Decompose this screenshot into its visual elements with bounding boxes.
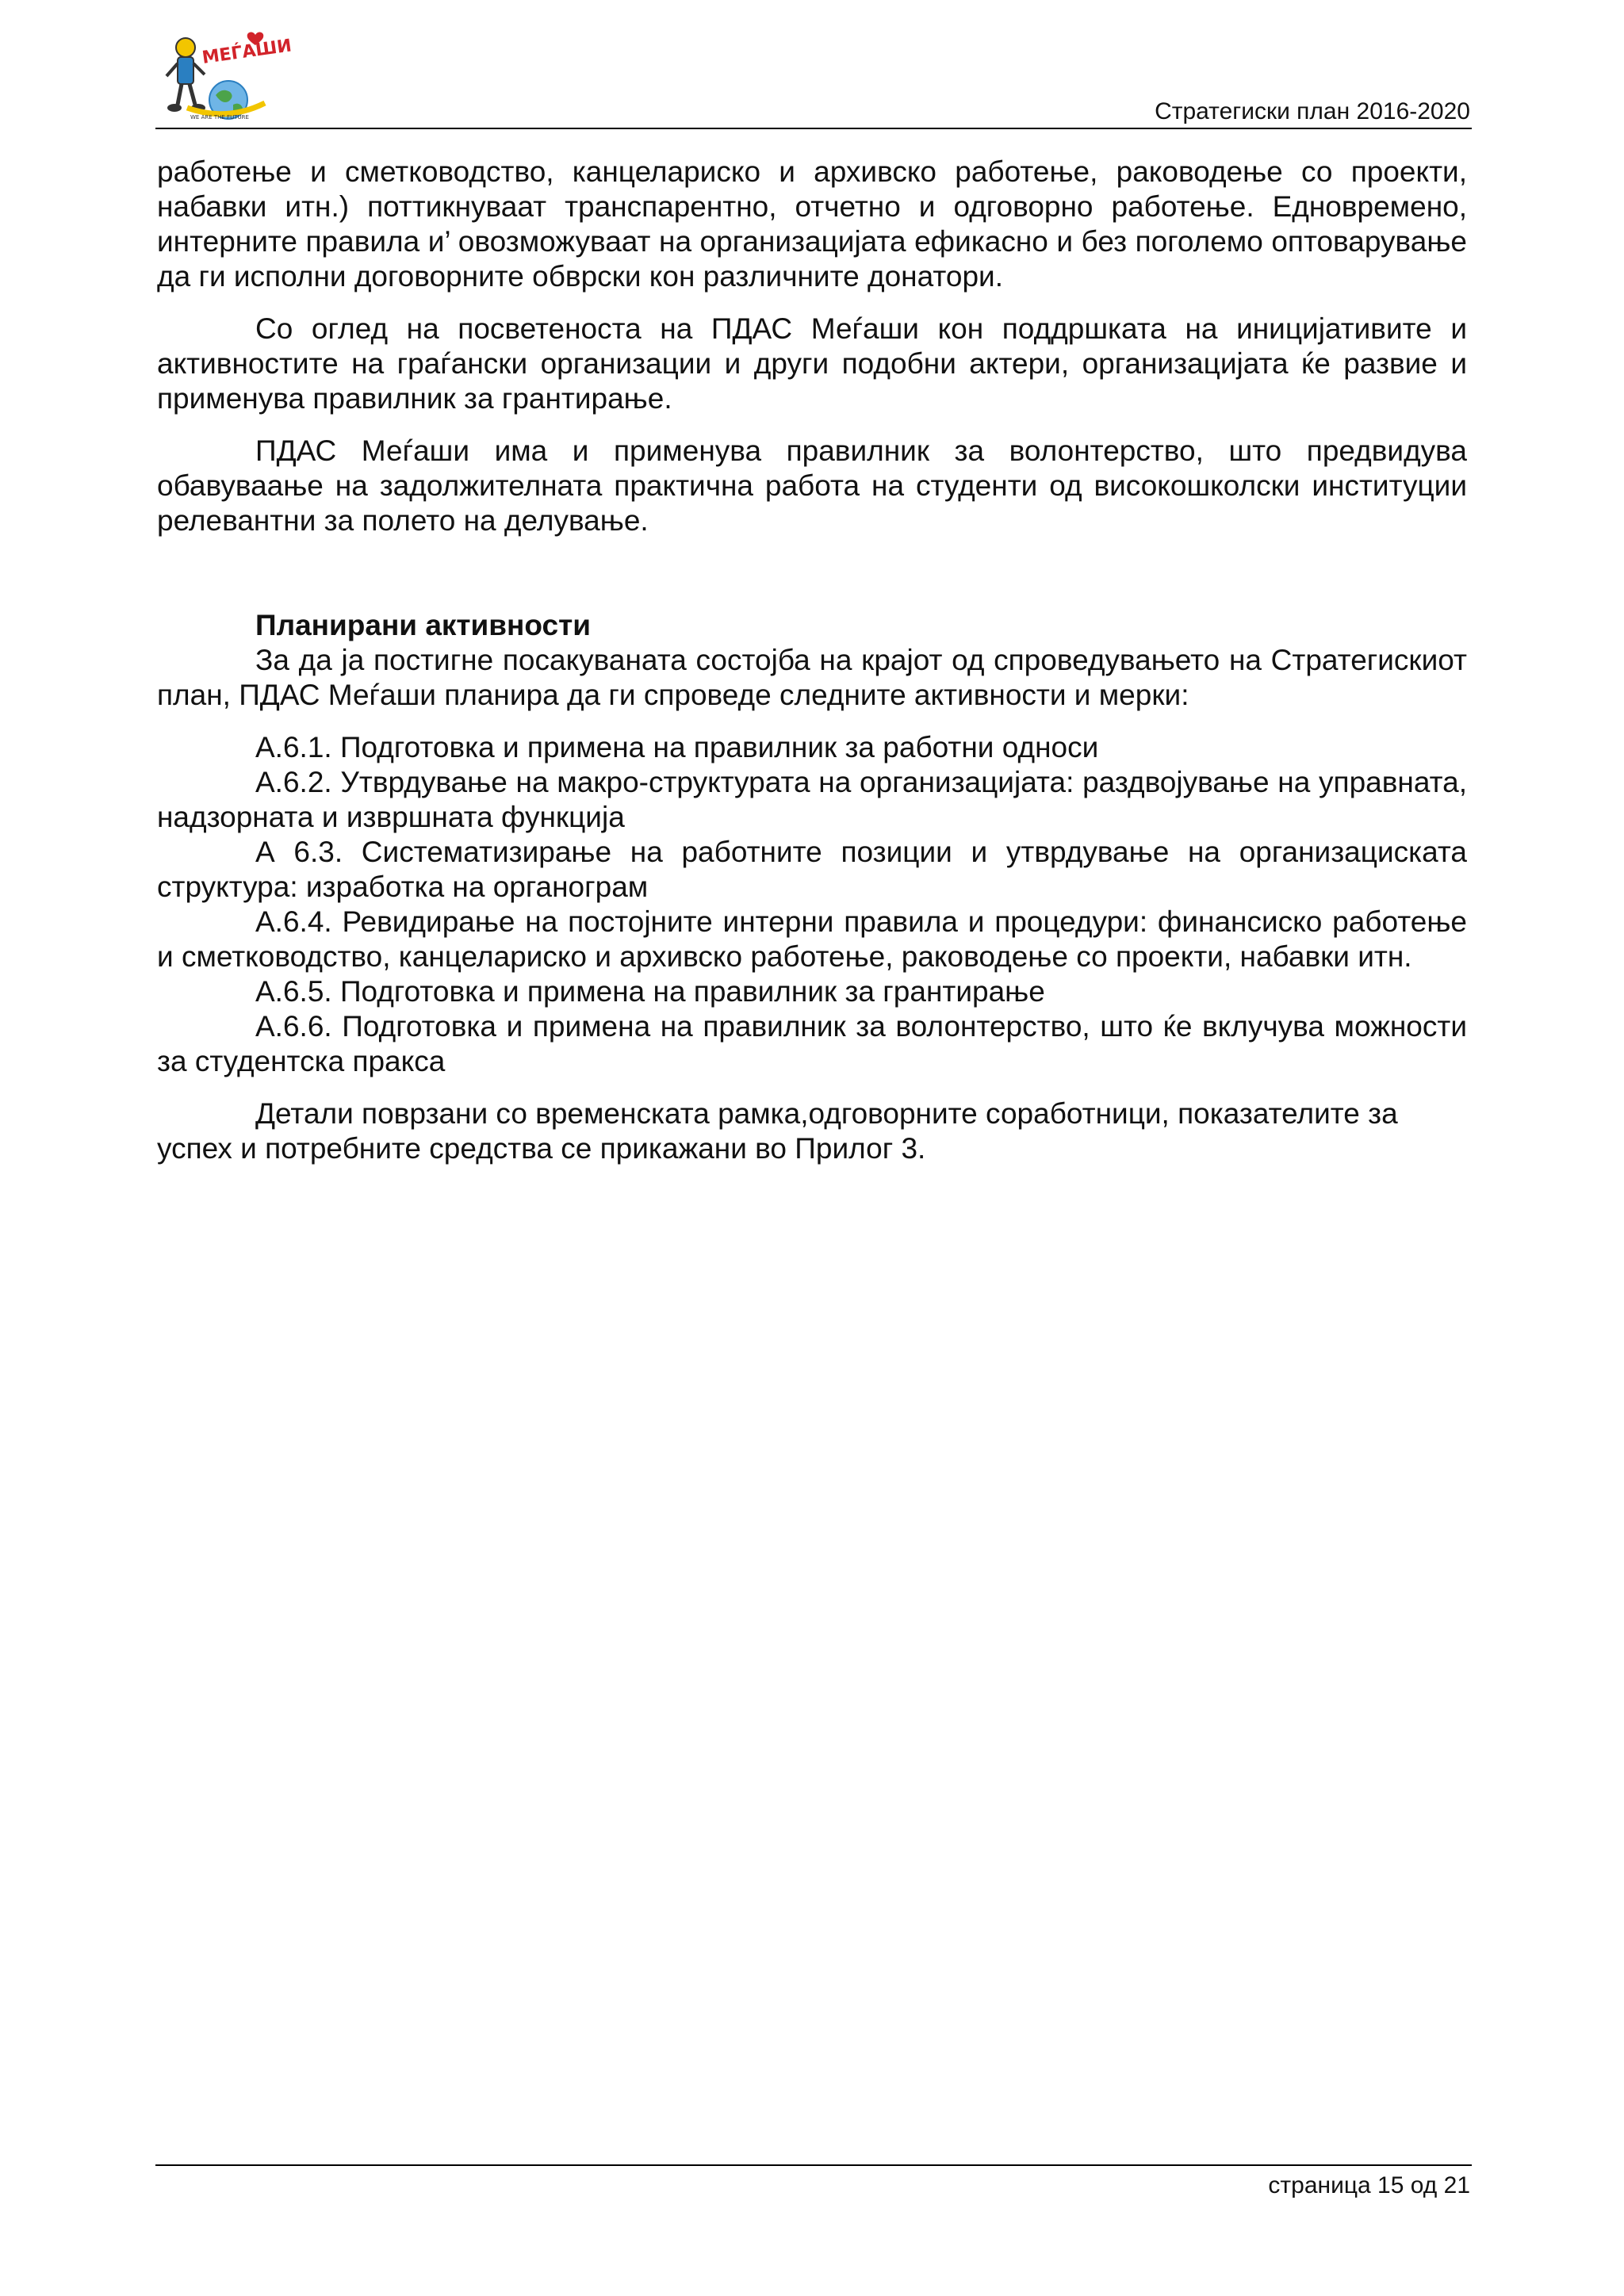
activities-list — [157, 730, 1467, 1079]
activity-item: А.6.5. Подготовка и примена на правилник за грантирање — [255, 975, 1045, 1008]
body-paragraph: работење и сметководство, канцелариско и архивско работење, раководење со проекти, набавки итн.) поттикнуваат транспарентно, отчетно и одговорно работење. Едновремено, интерните правила и’ овозможуваат на организацијата ефикасно и без поголемо оптоварување да ги исполни договорните обврски кон различните донатори. — [157, 155, 1467, 293]
header-divider — [155, 128, 1472, 129]
activity-item: А.6.2. Утврдување на макро-структурата на организацијата: раздвојување на управната, надзорната и извршната функција — [157, 766, 1467, 833]
activity-item: А.6.4. Ревидирање на постојните интерни правила и процедури: финансиско работење и сметководство, канцелариско и архивско работење, раководење со проекти, набавки итн. — [157, 905, 1467, 973]
organization-logo — [155, 29, 293, 122]
activity-item: А 6.3. Систематизирање на работните позиции и утврдување на организациската структура: изработка на органограм — [157, 836, 1467, 903]
body-paragraph: ПДАС Меѓаши има и применува правилник за волонтерство, што предвидува обавуваање на задолжителната практична работа на студенти од високошколски институции релевантни за полето на делување. — [157, 434, 1467, 537]
body-paragraph: За да ја постигне посакуваната состојба на крајот од спроведувањето на Стратегискиот план, ПДАС Меѓаши планира да ги спроведе следните активности и мерки: — [157, 644, 1467, 711]
footer-divider — [155, 2164, 1472, 2166]
logo-graphic — [155, 29, 293, 122]
page-number: страница 15 од 21 — [1268, 2172, 1470, 2198]
section-heading: Планирани активности — [255, 609, 591, 641]
logo-brand-text: МЕЃАШИ — [201, 36, 293, 68]
body-paragraph: Со оглед на посветеноста на ПДАС Меѓаши кон поддршката на иницијативите и активностите на граѓански организации и други подобни актери, организацијата ќе развие и применува правилник за грантирање. — [157, 312, 1467, 415]
activity-item: А.6.1. Подготовка и примена на правилник за работни односи — [255, 731, 1099, 763]
logo-tagline-text: WE ARE THE FUTURE — [190, 114, 249, 121]
document-body — [157, 155, 1467, 1166]
body-paragraph: Детали поврзани со временската рамка,одговорните соработници, показателите за успех и потребните средства се прикажани во Прилог 3. — [157, 1097, 1398, 1165]
document-header-title: Стратегиски план 2016-2020 — [1155, 98, 1470, 124]
activity-item: А.6.6. Подготовка и примена на правилник за волонтерство, што ќе вклучува можности за студентска пракса — [157, 1010, 1467, 1077]
